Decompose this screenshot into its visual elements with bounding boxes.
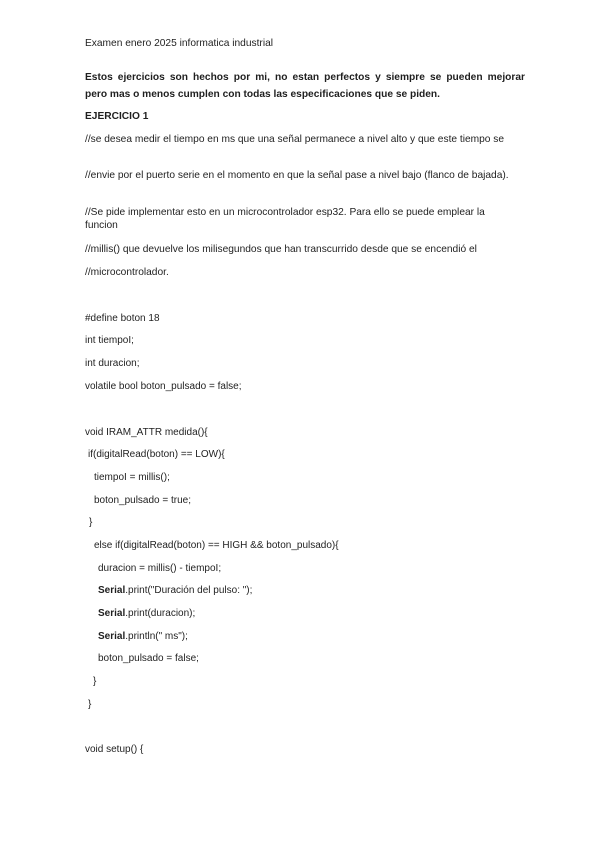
code-line: else if(digitalRead(boton) == HIGH && boton_pulsado){ <box>94 540 339 551</box>
document-header: Examen enero 2025 informatica industrial <box>85 38 274 49</box>
code-line: #define boton 18 <box>85 313 160 324</box>
comment-line: //millis() que devuelve los milisegundos que han transcurrido desde que se encendió el <box>85 244 477 255</box>
code-line: if(digitalRead(boton) == LOW){ <box>88 449 225 460</box>
intro-line-1: Estos ejercicios son hechos por mi, no estan perfectos y siempre se pueden mejorar <box>85 72 525 83</box>
code-line: } <box>88 699 92 710</box>
exercise-title: EJERCICIO 1 <box>85 111 149 122</box>
code-line <box>98 584 252 597</box>
code-line: duracion = millis() - tiempoI; <box>98 563 222 574</box>
code-line: void setup() { <box>85 744 144 755</box>
serial-keyword: Serial <box>98 585 126 596</box>
code-line: int tiempoI; <box>85 335 134 346</box>
code-line: } <box>89 517 93 528</box>
serial-keyword: Serial <box>98 608 126 619</box>
code-line: tiempoI = millis(); <box>94 472 170 483</box>
code-line <box>98 607 195 620</box>
code-text: .print(duracion); <box>125 608 196 619</box>
code-line: } <box>93 676 97 687</box>
code-line: void IRAM_ATTR medida(){ <box>85 427 208 438</box>
intro-line-2: pero mas o menos cumplen con todas las especificaciones que se piden. <box>85 89 440 100</box>
comment-line: //Se pide implementar esto en un microcontrolador esp32. Para ello se puede emplear la funcion <box>85 207 485 231</box>
comment-line: //envie por el puerto serie en el momento en que la señal pase a nivel bajo (flanco de bajada). <box>85 170 509 181</box>
code-line: boton_pulsado = false; <box>98 653 199 664</box>
code-text: .println(" ms"); <box>125 631 188 642</box>
comment-line: //microcontrolador. <box>85 267 169 278</box>
comment-line: //se desea medir el tiempo en ms que una señal permanece a nivel alto y que este tiempo se <box>85 134 505 145</box>
code-line: int duracion; <box>85 358 140 369</box>
code-line: boton_pulsado = true; <box>94 495 192 506</box>
code-text: .print("Duración del pulso: "); <box>125 585 253 596</box>
serial-keyword: Serial <box>98 631 126 642</box>
code-line <box>98 630 188 643</box>
code-line: volatile bool boton_pulsado = false; <box>85 381 242 392</box>
